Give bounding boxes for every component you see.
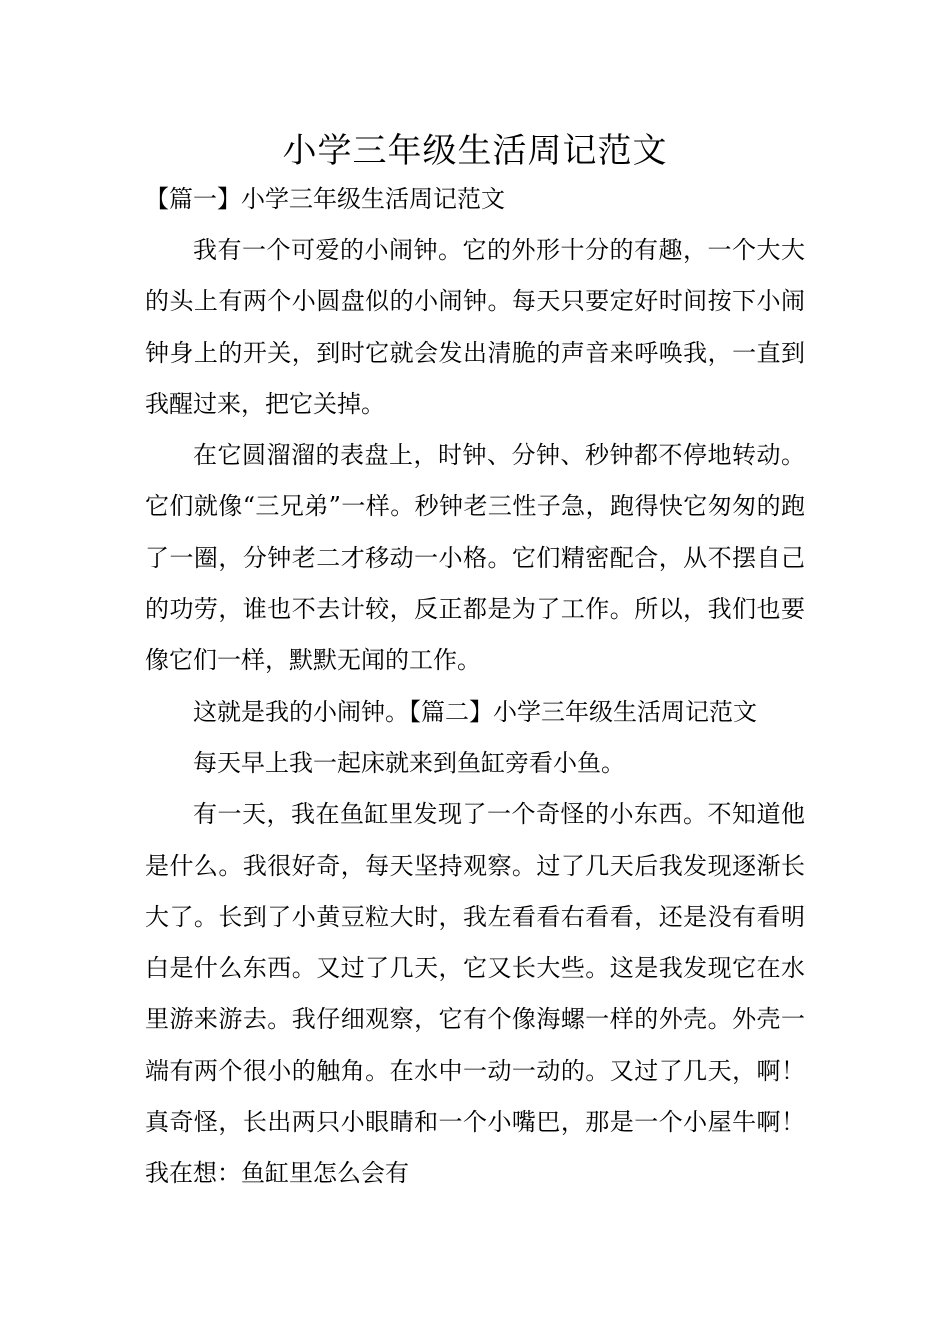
document-body	[145, 225, 805, 1200]
section-heading: 【篇一】小学三年级生活周记范文	[145, 185, 505, 213]
paragraph: 这就是我的小闹钟。【篇二】小学三年级生活周记范文	[193, 697, 757, 726]
document-title: 小学三年级生活周记范文	[282, 131, 668, 171]
paragraph: 每天早上我一起床就来到鱼缸旁看小鱼。	[193, 748, 625, 777]
paragraph: 有一天，我在鱼缸里发现了一个奇怪的小东西。不知道他是什么。我很好奇，每天坚持观察。过了几天后我发现逐渐长大了。长到了小黄豆粒大时，我左看看右看看，还是没有看明白是什么东西。又过了几天，它又长大些。这是我发现它在水里游来游去。我仔细观察，它有个像海螺一样的外壳。外壳一端有两个很小的触角。在水中一动一动的。又过了几天，啊！真奇怪，长出两只小眼睛和一个小嘴巴，那是一个小屋牛啊！我在想：鱼缸里怎么会有	[145, 800, 805, 1188]
paragraph: 我有一个可爱的小闹钟。它的外形十分的有趣，一个大大的头上有两个小圆盘似的小闹钟。每天只要定好时间按下小闹钟身上的开关，到时它就会发出清脆的声音来呼唤我，一直到我醒过来，把它关掉。	[145, 236, 805, 418]
paragraph: 在它圆溜溜的表盘上，时钟、分钟、秒钟都不停地转动。它们就像“三兄弟”一样。秒钟老三性子急，跑得快它匆匆的跑了一圈，分钟老二才移动一小格。它们精密配合，从不摆自己的功劳，谁也不去计较，反正都是为了工作。所以，我们也要像它们一样，默默无闻的工作。	[145, 441, 805, 675]
